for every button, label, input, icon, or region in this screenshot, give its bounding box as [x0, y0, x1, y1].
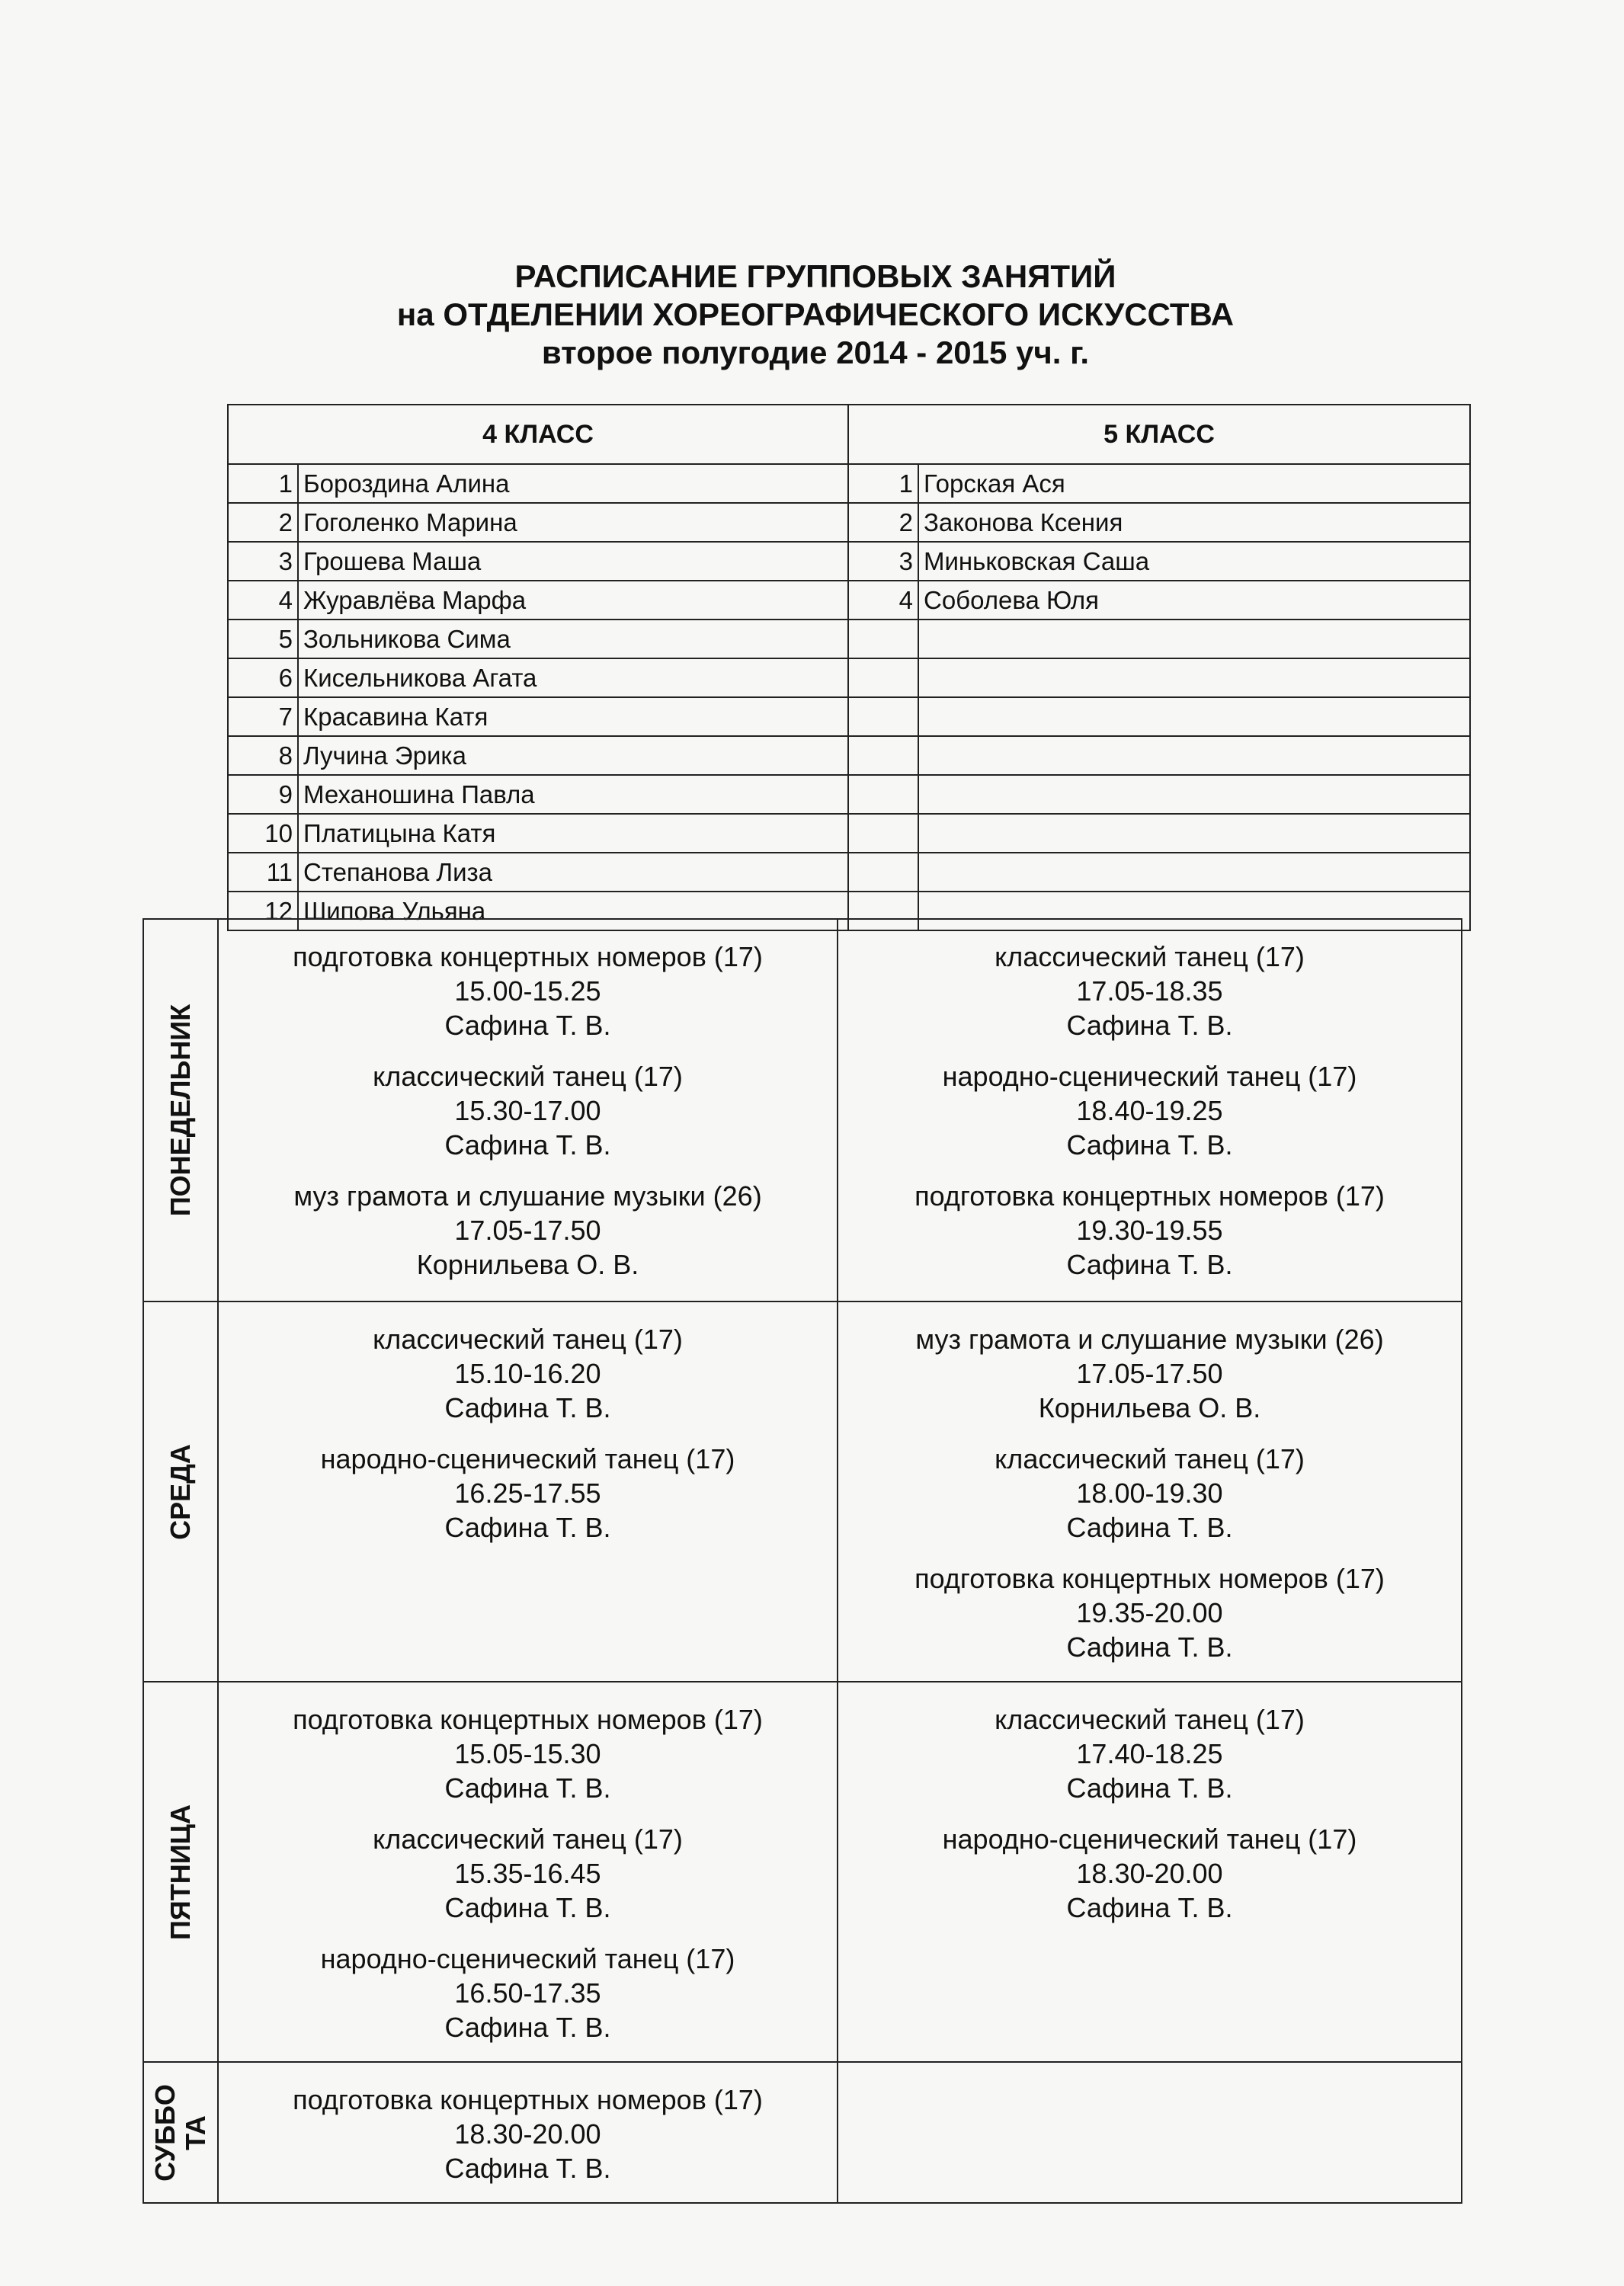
day-cell — [143, 2062, 218, 2203]
lesson-teacher: Сафина Т. В. — [444, 2012, 611, 2043]
class-4-student-number: 5 — [228, 620, 298, 658]
lesson-subject: народно-сценический танец (17) — [942, 1061, 1357, 1092]
class-4-student-name: Механошина Павла — [298, 775, 848, 814]
schedule-day-row — [143, 919, 1462, 1301]
lesson-time: 16.50-17.35 — [454, 1977, 601, 2009]
class-5-student-number — [848, 697, 918, 736]
student-row — [228, 814, 1470, 853]
lesson-subject: народно-сценический танец (17) — [942, 1823, 1357, 1855]
schedule-table — [143, 918, 1462, 2204]
lesson-time: 17.05-18.35 — [1076, 975, 1223, 1007]
day-cell — [143, 1301, 218, 1682]
lesson-teacher: Сафина Т. В. — [444, 1892, 611, 1923]
class-5-student-number: 1 — [848, 464, 918, 503]
lesson-subject: классический танец (17) — [373, 1061, 683, 1092]
lesson-teacher: Сафина Т. В. — [444, 1129, 611, 1161]
lesson-entry — [219, 1059, 837, 1162]
lesson-teacher: Сафина Т. В. — [1066, 1010, 1233, 1041]
class-5-student-name — [918, 658, 1470, 697]
lesson-subject: подготовка концертных номеров (17) — [293, 1704, 763, 1735]
class-4-student-number: 11 — [228, 853, 298, 892]
class-4-student-name: Грошева Маша — [298, 542, 848, 581]
class-4-lessons-cell — [218, 1682, 838, 2062]
student-row — [228, 620, 1470, 658]
lesson-entry — [219, 1822, 837, 1925]
class-5-student-number — [848, 658, 918, 697]
student-row — [228, 542, 1470, 581]
lesson-teacher: Корнильева О. В. — [1038, 1392, 1261, 1423]
class-5-student-number — [848, 814, 918, 853]
class-5-student-number — [848, 620, 918, 658]
lesson-subject: муз грамота и слушание музыки (26) — [915, 1324, 1384, 1355]
class-4-student-number: 3 — [228, 542, 298, 581]
lesson-entry — [219, 940, 837, 1042]
lesson-time: 15.00-15.25 — [454, 975, 601, 1007]
lesson-time: 18.30-20.00 — [454, 2118, 601, 2150]
day-label: СУББО ТА — [149, 2083, 211, 2182]
lesson-teacher: Сафина Т. В. — [1066, 1892, 1233, 1923]
class-4-student-name: Лучина Эрика — [298, 736, 848, 775]
class-4-student-name: Зольникова Сима — [298, 620, 848, 658]
student-row — [228, 775, 1470, 814]
lesson-time: 18.00-19.30 — [1076, 1478, 1223, 1509]
class-4-student-name: Кисельникова Агата — [298, 658, 848, 697]
schedule-day-row — [143, 1682, 1462, 2062]
lesson-time: 15.10-16.20 — [454, 1358, 601, 1389]
class-4-student-name: Гоголенко Марина — [298, 503, 848, 542]
lesson-entry — [838, 1702, 1461, 1805]
lesson-entry — [838, 1561, 1461, 1664]
lesson-teacher: Сафина Т. В. — [1066, 1772, 1233, 1804]
lesson-time: 18.30-20.00 — [1076, 1858, 1223, 1889]
class-4-student-name: Степанова Лиза — [298, 853, 848, 892]
lesson-time: 19.30-19.55 — [1076, 1215, 1223, 1246]
lesson-entry — [219, 1322, 837, 1425]
lesson-time: 15.05-15.30 — [454, 1738, 601, 1769]
class-4-student-number: 12 — [228, 892, 298, 930]
document-title — [229, 258, 1402, 372]
lesson-subject: классический танец (17) — [373, 1823, 683, 1855]
lesson-entry — [219, 1942, 837, 2044]
schedule-day-row — [143, 1301, 1462, 1682]
lesson-entry — [838, 1179, 1461, 1282]
class-4-student-name: Платицына Катя — [298, 814, 848, 853]
student-row — [228, 697, 1470, 736]
day-label: ПЯТНИЦА — [165, 1804, 196, 1940]
lesson-subject: классический танец (17) — [373, 1324, 683, 1355]
lesson-time: 17.05-17.50 — [1076, 1358, 1223, 1389]
class-4-lessons-cell — [218, 1301, 838, 1682]
lesson-entry — [838, 1822, 1461, 1925]
class-4-student-number: 8 — [228, 736, 298, 775]
student-row — [228, 853, 1470, 892]
class-5-student-name: Законова Ксения — [918, 503, 1470, 542]
lesson-teacher: Сафина Т. В. — [1066, 1631, 1233, 1663]
class-4-lessons-cell — [218, 2062, 838, 2203]
class-5-lessons-cell — [838, 1301, 1462, 1682]
class-5-student-name: Горская Ася — [918, 464, 1470, 503]
lesson-subject: народно-сценический танец (17) — [320, 1443, 735, 1474]
lesson-time: 16.25-17.55 — [454, 1478, 601, 1509]
lesson-time: 18.40-19.25 — [1076, 1095, 1223, 1126]
title-line-1: РАСПИСАНИЕ ГРУППОВЫХ ЗАНЯТИЙ — [514, 258, 1116, 294]
lesson-subject: народно-сценический танец (17) — [320, 1943, 735, 1974]
title-line-2: на ОТДЕЛЕНИИ ХОРЕОГРАФИЧЕСКОГО ИСКУССТВА — [396, 296, 1235, 332]
lesson-time: 17.40-18.25 — [1076, 1738, 1223, 1769]
lesson-teacher: Корнильева О. В. — [416, 1249, 639, 1280]
lesson-teacher: Сафина Т. В. — [444, 2153, 611, 2184]
lesson-time: 15.35-16.45 — [454, 1858, 601, 1889]
lesson-subject: подготовка концертных номеров (17) — [915, 1563, 1385, 1594]
class-4-header: 4 КЛАСС — [228, 405, 848, 464]
class-5-student-number: 2 — [848, 503, 918, 542]
lesson-teacher: Сафина Т. В. — [444, 1392, 611, 1423]
lesson-entry — [219, 2083, 837, 2185]
student-row — [228, 581, 1470, 620]
class-5-lessons-cell — [838, 919, 1462, 1301]
day-label: СРЕДА — [165, 1443, 196, 1540]
class-5-student-name — [918, 697, 1470, 736]
lesson-time: 17.05-17.50 — [454, 1215, 601, 1246]
lesson-entry — [838, 1059, 1461, 1162]
student-row — [228, 464, 1470, 503]
class-5-student-name — [918, 736, 1470, 775]
lesson-entry — [838, 940, 1461, 1042]
lesson-subject: муз грамота и слушание музыки (26) — [293, 1180, 762, 1212]
lesson-entry — [219, 1179, 837, 1282]
student-list-table — [227, 404, 1471, 931]
lesson-teacher: Сафина Т. В. — [444, 1010, 611, 1041]
class-4-student-number: 1 — [228, 464, 298, 503]
day-cell — [143, 1682, 218, 2062]
lesson-subject: подготовка концертных номеров (17) — [293, 2084, 763, 2115]
lesson-teacher: Сафина Т. В. — [444, 1512, 611, 1543]
class-5-student-name — [918, 620, 1470, 658]
day-cell — [143, 919, 218, 1301]
lesson-subject: классический танец (17) — [995, 1704, 1305, 1735]
lesson-entry — [219, 1702, 837, 1805]
class-4-lessons-cell — [218, 919, 838, 1301]
lesson-teacher: Сафина Т. В. — [444, 1772, 611, 1804]
lesson-subject: классический танец (17) — [995, 1443, 1305, 1474]
class-4-student-number: 7 — [228, 697, 298, 736]
lesson-entry — [838, 1442, 1461, 1545]
class-5-lessons-cell — [838, 1682, 1462, 2062]
lesson-teacher: Сафина Т. В. — [1066, 1129, 1233, 1161]
lesson-teacher: Сафина Т. В. — [1066, 1249, 1233, 1280]
class-5-student-name — [918, 814, 1470, 853]
class-4-student-number: 2 — [228, 503, 298, 542]
class-5-student-number: 4 — [848, 581, 918, 620]
lesson-time: 19.35-20.00 — [1076, 1597, 1223, 1628]
lesson-subject: классический танец (17) — [995, 941, 1305, 972]
class-5-student-number — [848, 736, 918, 775]
class-5-lessons-cell — [838, 2062, 1462, 2203]
class-5-student-number — [848, 853, 918, 892]
class-4-student-name: Шипова Ульяна — [298, 892, 848, 930]
day-label: ПОНЕДЕЛЬНИК — [165, 1004, 196, 1217]
lesson-entry — [838, 1322, 1461, 1425]
class-4-student-number: 6 — [228, 658, 298, 697]
lesson-time: 15.30-17.00 — [454, 1095, 601, 1126]
schedule-day-row — [143, 2062, 1462, 2203]
lesson-entry — [219, 1442, 837, 1545]
class-4-student-name: Журавлёва Марфа — [298, 581, 848, 620]
class-5-student-name — [918, 853, 1470, 892]
class-4-student-name: Бороздина Алина — [298, 464, 848, 503]
student-row — [228, 658, 1470, 697]
class-4-student-name: Красавина Катя — [298, 697, 848, 736]
class-5-student-name — [918, 775, 1470, 814]
class-5-student-name: Миньковская Саша — [918, 542, 1470, 581]
class-4-student-number: 10 — [228, 814, 298, 853]
class-5-student-name: Соболева Юля — [918, 581, 1470, 620]
student-row — [228, 736, 1470, 775]
lesson-subject: подготовка концертных номеров (17) — [293, 941, 763, 972]
class-5-student-number — [848, 775, 918, 814]
class-5-student-number: 3 — [848, 542, 918, 581]
lesson-subject: подготовка концертных номеров (17) — [915, 1180, 1385, 1212]
student-row — [228, 503, 1470, 542]
title-line-3: второе полугодие 2014 - 2015 уч. г. — [541, 335, 1090, 370]
class-5-header: 5 КЛАСС — [848, 405, 1470, 464]
lesson-teacher: Сафина Т. В. — [1066, 1512, 1233, 1543]
class-4-student-number: 9 — [228, 775, 298, 814]
class-4-student-number: 4 — [228, 581, 298, 620]
